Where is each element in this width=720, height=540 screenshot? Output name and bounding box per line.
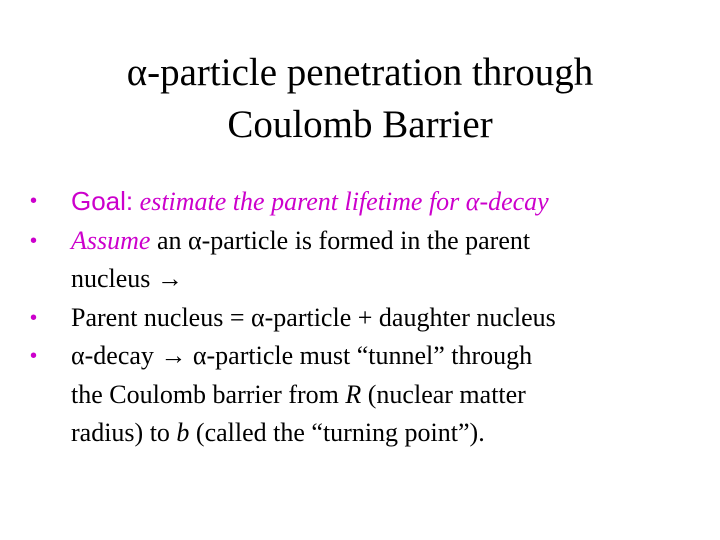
bullet-assume <box>30 222 710 299</box>
alpha-decay-line-1: α-decay → α-particle must “tunnel” through <box>71 341 533 370</box>
bullet-alpha-decay <box>30 337 710 453</box>
slide-title <box>0 47 720 151</box>
alpha-decay-line-2b: (nuclear matter <box>361 379 526 409</box>
bullet-dot-icon: • <box>30 190 38 212</box>
bullet-dot-icon: • <box>30 345 38 367</box>
bullet-goal-line <box>71 182 710 222</box>
bullet-dot-icon: • <box>30 229 38 252</box>
alpha-decay-line-2a: the Coulomb barrier from <box>71 379 346 409</box>
bullet-parent-nucleus <box>30 299 710 338</box>
assume-text-1: an α-particle is formed in the parent <box>150 225 531 255</box>
alpha-decay-line-3a: radius) to <box>71 418 177 447</box>
goal-text: estimate the parent lifetime for α-decay <box>133 187 549 216</box>
variable-b: b <box>176 418 190 447</box>
bullet-assume-line-1 <box>71 222 710 261</box>
title-line-2: Coulomb Barrier <box>227 103 493 146</box>
bullet-dot-icon: • <box>30 306 38 329</box>
alpha-decay-line-3 <box>71 414 710 453</box>
goal-label: Goal: <box>71 186 134 216</box>
alpha-decay-line-3b: (called the “turning point”). <box>189 418 485 447</box>
variable-r: R <box>345 379 362 409</box>
assume-label: Assume <box>71 225 151 255</box>
bullet-goal <box>30 182 710 222</box>
alpha-decay-line-2 <box>71 376 710 415</box>
bullet-list <box>30 182 710 453</box>
title-line-1: α-particle penetration through <box>126 51 594 94</box>
bullet-assume-line-2: nucleus → <box>71 264 183 293</box>
bullet-parent-nucleus-text: Parent nucleus = α-particle + daughter nucleus <box>71 302 556 332</box>
